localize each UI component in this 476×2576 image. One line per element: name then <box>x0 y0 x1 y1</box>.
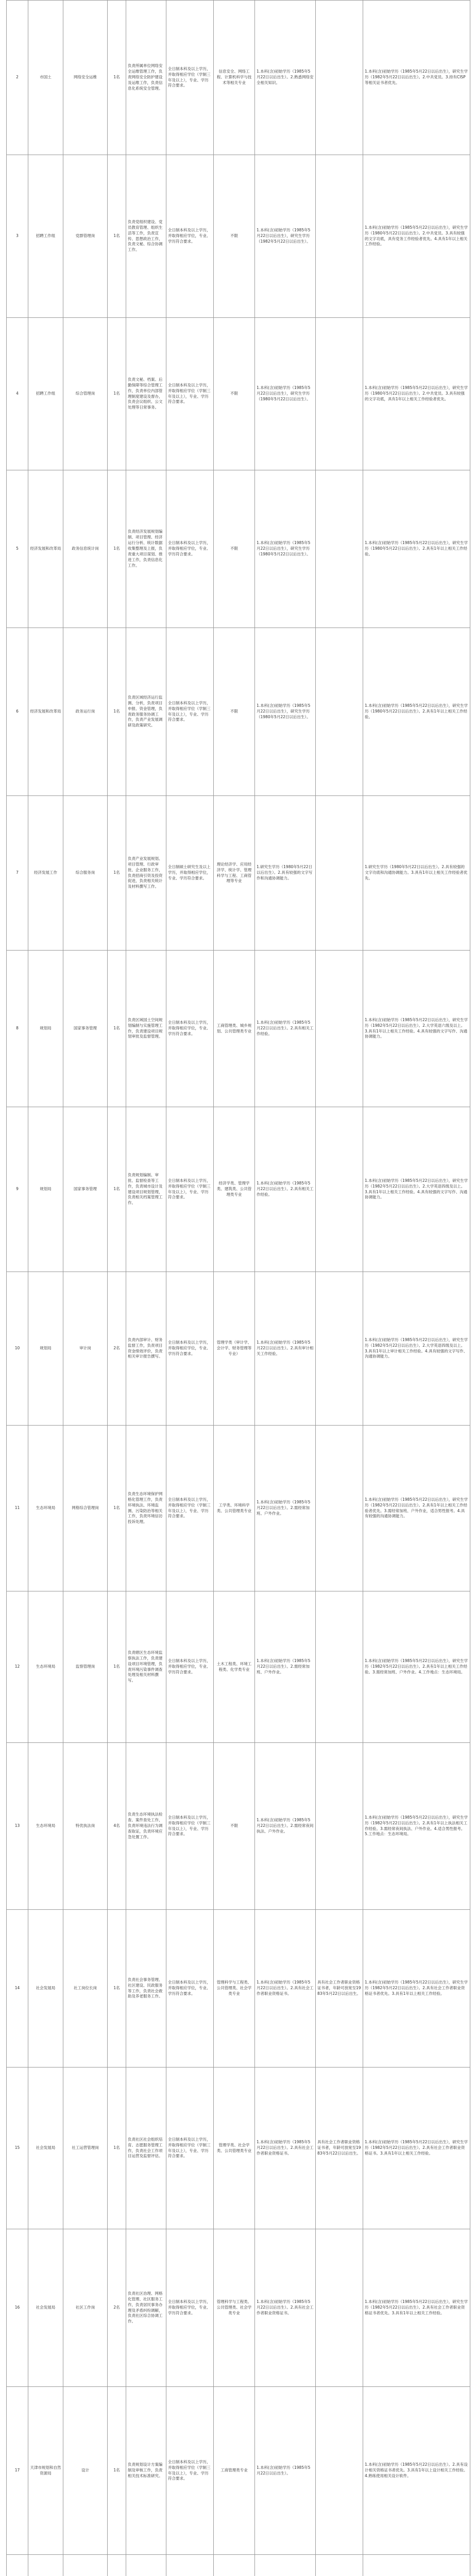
headcount-cell: 1名 <box>108 1591 126 1743</box>
major-cell: 工商管理类专业 <box>214 2387 255 2555</box>
department-cell: 规划局 <box>28 1272 63 1426</box>
headcount-cell: 1名 <box>108 628 126 796</box>
major-cell: 不限 <box>214 318 255 470</box>
headcount-cell: 1名 <box>108 470 126 628</box>
major-cell <box>214 2555 255 2576</box>
requirement-cell: 1.本科(含)初始学历（1985年5月22日以后出生）。 <box>255 2387 316 2555</box>
major-cell: 不限 <box>214 155 255 318</box>
duty-cell: 负责社会事务管理、社区建设、民政服务等工作，负责社会救助及养老服务工作。 <box>126 1910 166 2067</box>
note-cell <box>316 155 363 318</box>
headcount-cell: 1名 <box>108 2067 126 2229</box>
duty-cell: 负责经济发展规划编制、项目管理、经济运行分析、统计数据收集整理及上报，负责重大项目谋划、推进工作，负责信息化工作。 <box>126 470 166 628</box>
headcount-cell <box>108 2555 126 2576</box>
row-number: 11 <box>7 1426 28 1591</box>
position-cell: 监察管理岗 <box>63 1591 108 1743</box>
remark-cell: 1.研究生学历（1980年5月22日以后出生）。2.具有较强的文字功底和沟通协调能力。3.具有1年以上相关工作经验者优先。 <box>363 796 470 951</box>
row-number: 3 <box>7 155 28 318</box>
requirement-cell: 1.本科(含)初始学历（1985年5月22日以后出生）。2.具有社会工作者职业资格证书。 <box>255 2229 316 2387</box>
position-cell: 社工运营管理岗 <box>63 2067 108 2229</box>
requirement-cell: 1.本科(含)初始学历（1985年5月22日以后出生）。2.需经常加班、户外作业。 <box>255 1426 316 1591</box>
headcount-cell: 1名 <box>108 2387 126 2555</box>
duty-cell <box>126 2555 166 2576</box>
table-row <box>7 470 470 628</box>
row-number: 2 <box>7 1 28 155</box>
education-cell: 全日制本科及以上学历，并取得相应学位（学制三年及以上），专业、学历符合要求。 <box>166 318 214 470</box>
table-row <box>7 796 470 951</box>
table-row <box>7 1107 470 1272</box>
note-cell <box>316 1 363 155</box>
position-cell: 综合服务岗 <box>63 796 108 951</box>
major-cell: 经济学类、管理学类、建筑类、公共管理类专业 <box>214 1107 255 1272</box>
major-cell: 信息安全、网络工程、计算机科学与技术等相关专业 <box>214 1 255 155</box>
education-cell: 全日制本科及以上学历，并取得相应学位（学制三年及以上），专业、学历符合要求。 <box>166 1107 214 1272</box>
note-cell <box>316 2229 363 2387</box>
table-row <box>7 2555 470 2576</box>
position-cell: 国家事务管理 <box>63 1107 108 1272</box>
row-number: 5 <box>7 470 28 628</box>
education-cell <box>166 2555 214 2576</box>
remark-cell: 1.本科(含)初始学历（1985年5月22日以后出生）。2.具有设计相关资格证书者优先。3.具有1年以上设计相关工作经验。4.熟练使用相关设计软件。 <box>363 2387 470 2555</box>
requirement-cell: 1.本科(含)初始学历（1985年5月22日以后出生），研究生学历（1982年5月22日以后出生）。 <box>255 155 316 318</box>
department-cell: 招聘工作组 <box>28 155 63 318</box>
major-cell: 管理科学与工程类、公共管理类、社会学类专业 <box>214 2229 255 2387</box>
remark-cell: 1.本科(含)初始学历（1985年5月22日以后出生），研究生学历（1982年5月22日以后出生）。2.具有社会工作者职业资格证书者优先。3.具有1年以上相关工作经验。 <box>363 1910 470 2067</box>
remark-cell: 1.本科(含)初始学历（1985年5月22日以后出生），研究生学历（1982年5月22日以后出生）。2.中共党员。3.持有CISP等相关证书者优先。 <box>363 1 470 155</box>
remark-cell: 1.本科(含)初始学历（1985年5月22日以后出生），研究生学历（1980年5月22日以后出生）。2.中共党员。3.具有较强的文字功底，具有党务工作经验者优先。4.具有1年以上相关工作经验。 <box>363 155 470 318</box>
education-cell: 全日制本科及以上学历，并取得相应学位，专业、学历符合要求。 <box>166 1272 214 1426</box>
education-cell: 全日制本科及以上学历，并取得相应学位，专业、学历符合要求。 <box>166 1910 214 2067</box>
remark-cell: 1.本科(含)初始学历（1985年5月22日以后出生），研究生学历（1982年5月22日以后出生）。2.具有1年以上执法相关工作经验。3.需经常夜间执法、户外作业。4.适合男性报考。5.工作地点：生态环境局。 <box>363 1743 470 1910</box>
table-row <box>7 2229 470 2387</box>
row-number: 15 <box>7 2067 28 2229</box>
position-cell: 网格综合管理岗 <box>63 1426 108 1591</box>
note-cell <box>316 1591 363 1743</box>
position-cell: 社工岗位长岗 <box>63 1910 108 2067</box>
remark-cell <box>363 2555 470 2576</box>
remark-cell: 1.本科(含)初始学历（1985年5月22日以后出生），研究生学历（1982年5月22日以后出生）。2.具有社会工作者职业资格证书者优先。3.具有1年以上相关工作经验。 <box>363 2229 470 2387</box>
requirement-cell: 1.本科(含)初始学历（1985年5月22日以后出生）。2.具有社会工作者职业资格证书。 <box>255 2067 316 2229</box>
duty-cell: 负责规划设计方案编制及审核工作，负责相关技术标准研究。 <box>126 2387 166 2555</box>
position-cell <box>63 2555 108 2576</box>
headcount-cell: 1名 <box>108 951 126 1107</box>
major-cell: 不限 <box>214 1743 255 1910</box>
education-cell: 全日制本科及以上学历，并取得相应学位，专业、学历符合要求。 <box>166 470 214 628</box>
row-number <box>7 2555 28 2576</box>
remark-cell: 1.本科(含)初始学历（1985年5月22日以后出生），研究生学历（1982年5月22日以后出生）。2.具有1年以上相关工作经验者优先。3.需经常加班、户外作业，适合男性报考。4.具有较强的沟通协调能力。 <box>363 1426 470 1591</box>
requirement-cell: 1.本科(含)初始学历（1985年5月22日以后出生），研究生学历（1980年5月22日以后出生）。 <box>255 628 316 796</box>
requirement-cell: 1.研究生学历（1980年5月22日以后出生）。2.具有较强的文字写作和沟通协调能力。 <box>255 796 316 951</box>
major-cell: 不限 <box>214 470 255 628</box>
note-cell <box>316 1743 363 1910</box>
requirement-cell <box>255 2555 316 2576</box>
major-cell: 管理科学与工程类、公共管理类、社会学类专业 <box>214 1910 255 2067</box>
table-row <box>7 628 470 796</box>
note-cell <box>316 2387 363 2555</box>
table-row <box>7 2067 470 2229</box>
department-cell: 天津市规划和自然资源局 <box>28 2387 63 2555</box>
table-row <box>7 1426 470 1591</box>
position-cell: 社区工作岗 <box>63 2229 108 2387</box>
position-cell: 国家事务管理 <box>63 951 108 1107</box>
education-cell: 全日制硕士研究生及以上学历，并取得相应学位，专业、学历符合要求。 <box>166 796 214 951</box>
remark-cell: 1.本科(含)初始学历（1985年5月22日以后出生），研究生学历（1980年5月22日以后出生）。2.具有1年以上相关工作经验。 <box>363 470 470 628</box>
headcount-cell: 2名 <box>108 2229 126 2387</box>
education-cell: 全日制本科及以上学历，并取得相应学位，专业、学历符合要求。 <box>166 2229 214 2387</box>
major-cell: 工商管理类、城乡规划、公共管理类专业 <box>214 951 255 1107</box>
requirement-cell: 1.本科(含)初始学历（1985年5月22日以后出生），研究生学历（1980年5月22日以后出生）。 <box>255 318 316 470</box>
remark-cell: 1.本科(含)初始学历（1985年5月22日以后出生），研究生学历（1982年5月22日以后出生）。2.大学英语四级及以上。3.具有1年以上相关工作经验。4.具有较强的文字写作、沟通协调能力。 <box>363 1107 470 1272</box>
position-cell: 特优执法岗 <box>63 1743 108 1910</box>
duty-cell: 负责生态环境保护网格化管理工作，负责环境执法、环境监测、污染防治等相关工作，负责环境信访投诉处理。 <box>126 1426 166 1591</box>
department-cell: 经济发展和改革局 <box>28 470 63 628</box>
note-cell <box>316 1107 363 1272</box>
position-cell: 设计 <box>63 2387 108 2555</box>
note-cell <box>316 2555 363 2576</box>
major-cell: 不限 <box>214 628 255 796</box>
position-cell: 政务运行岗 <box>63 628 108 796</box>
department-cell <box>28 2555 63 2576</box>
row-number: 7 <box>7 796 28 951</box>
position-cell: 综合管理岗 <box>63 318 108 470</box>
department-cell: 规划局 <box>28 951 63 1107</box>
headcount-cell: 4名 <box>108 1743 126 1910</box>
department-cell: 规划局 <box>28 1107 63 1272</box>
row-number: 17 <box>7 2387 28 2555</box>
duty-cell: 负责规划编制、审批、监督检查等工作，负责城市设计及建设项目规划管理，负责相关档案管理工作。 <box>126 1107 166 1272</box>
requirement-cell: 1.本科(含)初始学历（1985年5月22日以后出生）。2.熟悉网络安全相关知识。 <box>255 1 316 155</box>
department-cell: 市国土 <box>28 1 63 155</box>
requirement-cell: 1.本科(含)初始学历（1985年5月22日以后出生）。2.具有相关工作经验。 <box>255 951 316 1107</box>
position-cell: 党群管理岗 <box>63 155 108 318</box>
requirement-cell: 1.本科(含)初始学历（1985年5月22日以后出生）。2.具有相关工作经验。 <box>255 1107 316 1272</box>
major-cell: 工学类、环境科学类、公共管理类专业 <box>214 1426 255 1591</box>
department-cell: 招聘工作组 <box>28 318 63 470</box>
major-cell: 管理学类（审计学、会计学、财务管理等专业） <box>214 1272 255 1426</box>
job-positions-table <box>6 0 470 2576</box>
remark-cell: 1.本科(含)初始学历（1985年5月22日以后出生），研究生学历（1980年5月22日以后出生）。2.中共党员。3.具有较强的文字功底，具有1年以上相关工作经验者优先。 <box>363 318 470 470</box>
major-cell: 理论经济学、应用经济学、统计学、管理科学与工程、工商管理等专业 <box>214 796 255 951</box>
note-cell <box>316 796 363 951</box>
education-cell: 全日制本科及以上学历，并取得相应学位，专业、学历符合要求。 <box>166 155 214 318</box>
duty-cell: 负责文秘、档案、后勤保障等综合管理工作，负责单位内部管理制度建设及督办，负责会议组织、公文处理等日常事务。 <box>126 318 166 470</box>
requirement-cell: 1.本科(含)初始学历（1985年5月22日以后出生）。2.需经常夜间执法、户外作业。 <box>255 1743 316 1910</box>
department-cell: 生态环境局 <box>28 1743 63 1910</box>
requirement-cell: 1.本科(含)初始学历（1985年5月22日以后出生）。2.需经常加班、户外作业。 <box>255 1591 316 1743</box>
row-number: 13 <box>7 1743 28 1910</box>
headcount-cell: 1名 <box>108 1 126 155</box>
education-cell: 全日制本科及以上学历，并取得相应学位，专业、学历符合要求。 <box>166 951 214 1107</box>
duty-cell: 负责社区社会组织培育、志愿服务管理工作，负责社会工作项目运营及监督评估。 <box>126 2067 166 2229</box>
note-cell <box>316 951 363 1107</box>
table-row <box>7 318 470 470</box>
education-cell: 全日制本科及以上学历，并取得相应学位（学制三年及以上），专业、学历符合要求。 <box>166 1743 214 1910</box>
headcount-cell: 1名 <box>108 155 126 318</box>
position-cell: 政务信息统计岗 <box>63 470 108 628</box>
headcount-cell: 1名 <box>108 796 126 951</box>
duty-cell: 负责党组织建设、党员教育管理、组织生活等工作，负责宣传、思想政治工作，负责文秘、综合协调工作。 <box>126 155 166 318</box>
headcount-cell: 1名 <box>108 318 126 470</box>
table-row <box>7 1 470 155</box>
table-row <box>7 155 470 318</box>
education-cell: 全日制本科及以上学历，并取得相应学位（学制三年及以上），专业、学历符合要求。 <box>166 1426 214 1591</box>
headcount-cell: 2名 <box>108 1272 126 1426</box>
major-cell: 土木工程类、环境工程类、化学类专业 <box>214 1591 255 1743</box>
requirement-cell: 1.本科(含)初始学历（1985年5月22日以后出生）。2.具有审计相关工作经验。 <box>255 1272 316 1426</box>
requirement-cell: 1.本科(含)初始学历（1985年5月22日以后出生）。2.具有社会工作者职业资格证书。 <box>255 1910 316 2067</box>
education-cell: 全日制本科及以上学历，并取得相应学位（学制三年及以上），专业、学历符合要求。 <box>166 2387 214 2555</box>
education-cell: 全日制本科及以上学历，并取得相应学位（学制三年及以上），专业、学历符合要求。 <box>166 1 214 155</box>
department-cell: 社会发展局 <box>28 1910 63 2067</box>
remark-cell: 1.本科(含)初始学历（1985年5月22日以后出生），研究生学历（1982年5月22日以后出生）。2.大学英语六级及以上。3.具有1年以上相关工作经验。4.具有较强的文字写作、沟通协调能力。 <box>363 951 470 1107</box>
education-cell: 全日制本科及以上学历，并取得相应学位（学制三年及以上），专业、学历符合要求。 <box>166 628 214 796</box>
position-cell: 网络安全运维 <box>63 1 108 155</box>
major-cell: 管理学类、社会学类、公共管理类专业 <box>214 2067 255 2229</box>
note-cell: 具有社会工作者职业资格证书者，年龄可放宽至1983年5月22日以后出生。 <box>316 1910 363 2067</box>
row-number: 12 <box>7 1591 28 1743</box>
position-cell: 审计岗 <box>63 1272 108 1426</box>
duty-cell: 负责社区治理、网格化管理、社区服务工作，负责居民事务办理及矛盾纠纷调解，负责社区综合协调工作。 <box>126 2229 166 2387</box>
department-cell: 生态环境局 <box>28 1591 63 1743</box>
duty-cell: 负责生态环境执法检查、案件查处工作，负责环境违法行为调查取证，负责环境应急处置工作。 <box>126 1743 166 1910</box>
note-cell <box>316 1426 363 1591</box>
education-cell: 全日制本科及以上学历，并取得相应学位（学制三年及以上），专业、学历符合要求。 <box>166 2067 214 2229</box>
department-cell: 经济发展和改革局 <box>28 628 63 796</box>
department-cell: 社会发展局 <box>28 2067 63 2229</box>
department-cell: 生态环境局 <box>28 1426 63 1591</box>
remark-cell: 1.本科(含)初始学历（1985年5月22日以后出生），研究生学历（1980年5月22日以后出生）。2.具有1年以上相关工作经验。 <box>363 628 470 796</box>
table-row <box>7 1272 470 1426</box>
remark-cell: 1.本科(含)初始学历（1985年5月22日以后出生），研究生学历（1982年5月22日以后出生）。2.具有1年以上相关工作经验。3.需经常加班、户外作业。4.工作地点：生态环境局。 <box>363 1591 470 1743</box>
row-number: 14 <box>7 1910 28 2067</box>
duty-cell: 负责产业发展规划、项目管理、行政审批、企业服务工作，负责招商引资及投资促进，负责相关统计及材料撰写工作。 <box>126 796 166 951</box>
row-number: 9 <box>7 1107 28 1272</box>
row-number: 10 <box>7 1272 28 1426</box>
note-cell: 具有社会工作者职业资格证书者，年龄可放宽至1983年5月22日以后出生。 <box>316 2067 363 2229</box>
row-number: 8 <box>7 951 28 1107</box>
headcount-cell: 1名 <box>108 1426 126 1591</box>
table-row <box>7 1910 470 2067</box>
education-cell: 全日制本科及以上学历，并取得相应学位，专业、学历符合要求。 <box>166 1591 214 1743</box>
row-number: 6 <box>7 628 28 796</box>
table-row <box>7 951 470 1107</box>
duty-cell: 负责所属单位网络安全运维管理工作，负责网络安全防护建设及运维工作，负责信息化系统安全管理。 <box>126 1 166 155</box>
note-cell <box>316 1272 363 1426</box>
duty-cell: 负责内部审计、财务监督工作，负责项目资金绩效评价，负责相关审计报告撰写。 <box>126 1272 166 1426</box>
row-number: 4 <box>7 318 28 470</box>
table-row <box>7 1591 470 1743</box>
duty-cell: 负责辖区生态环境监察执法工作，负责建设项目环境管理，负责环境污染事件调查处理及相关材料撰写。 <box>126 1591 166 1743</box>
row-number: 16 <box>7 2229 28 2387</box>
note-cell <box>316 628 363 796</box>
department-cell: 经济发展工作 <box>28 796 63 951</box>
table-row <box>7 2387 470 2555</box>
department-cell: 社会发展局 <box>28 2229 63 2387</box>
note-cell <box>316 470 363 628</box>
duty-cell: 负责区域国土空间规划编制与实施管理工作，负责建设项目规划审批及监督管理。 <box>126 951 166 1107</box>
table-row <box>7 1743 470 1910</box>
remark-cell: 1.本科(含)初始学历（1985年5月22日以后出生），研究生学历（1982年5月22日以后出生）。2.大学英语四级及以上。3.具有1年以上审计相关工作经验。4.具有较强的文字写作、沟通协调能力。 <box>363 1272 470 1426</box>
requirement-cell: 1.本科(含)初始学历（1985年5月22日以后出生），研究生学历（1980年5月22日以后出生）。 <box>255 470 316 628</box>
headcount-cell: 1名 <box>108 1107 126 1272</box>
duty-cell: 负责区域经济运行监测、分析，负责项目申报、资金管理，负责政务服务协调工作，负责产业发展调研及政策研究。 <box>126 628 166 796</box>
note-cell <box>316 318 363 470</box>
remark-cell: 1.本科(含)初始学历（1985年5月22日以后出生），研究生学历（1982年5月22日以后出生）。2.具有社会工作者职业资格证书。3.具有1年以上相关工作经验。 <box>363 2067 470 2229</box>
headcount-cell: 1名 <box>108 1910 126 2067</box>
